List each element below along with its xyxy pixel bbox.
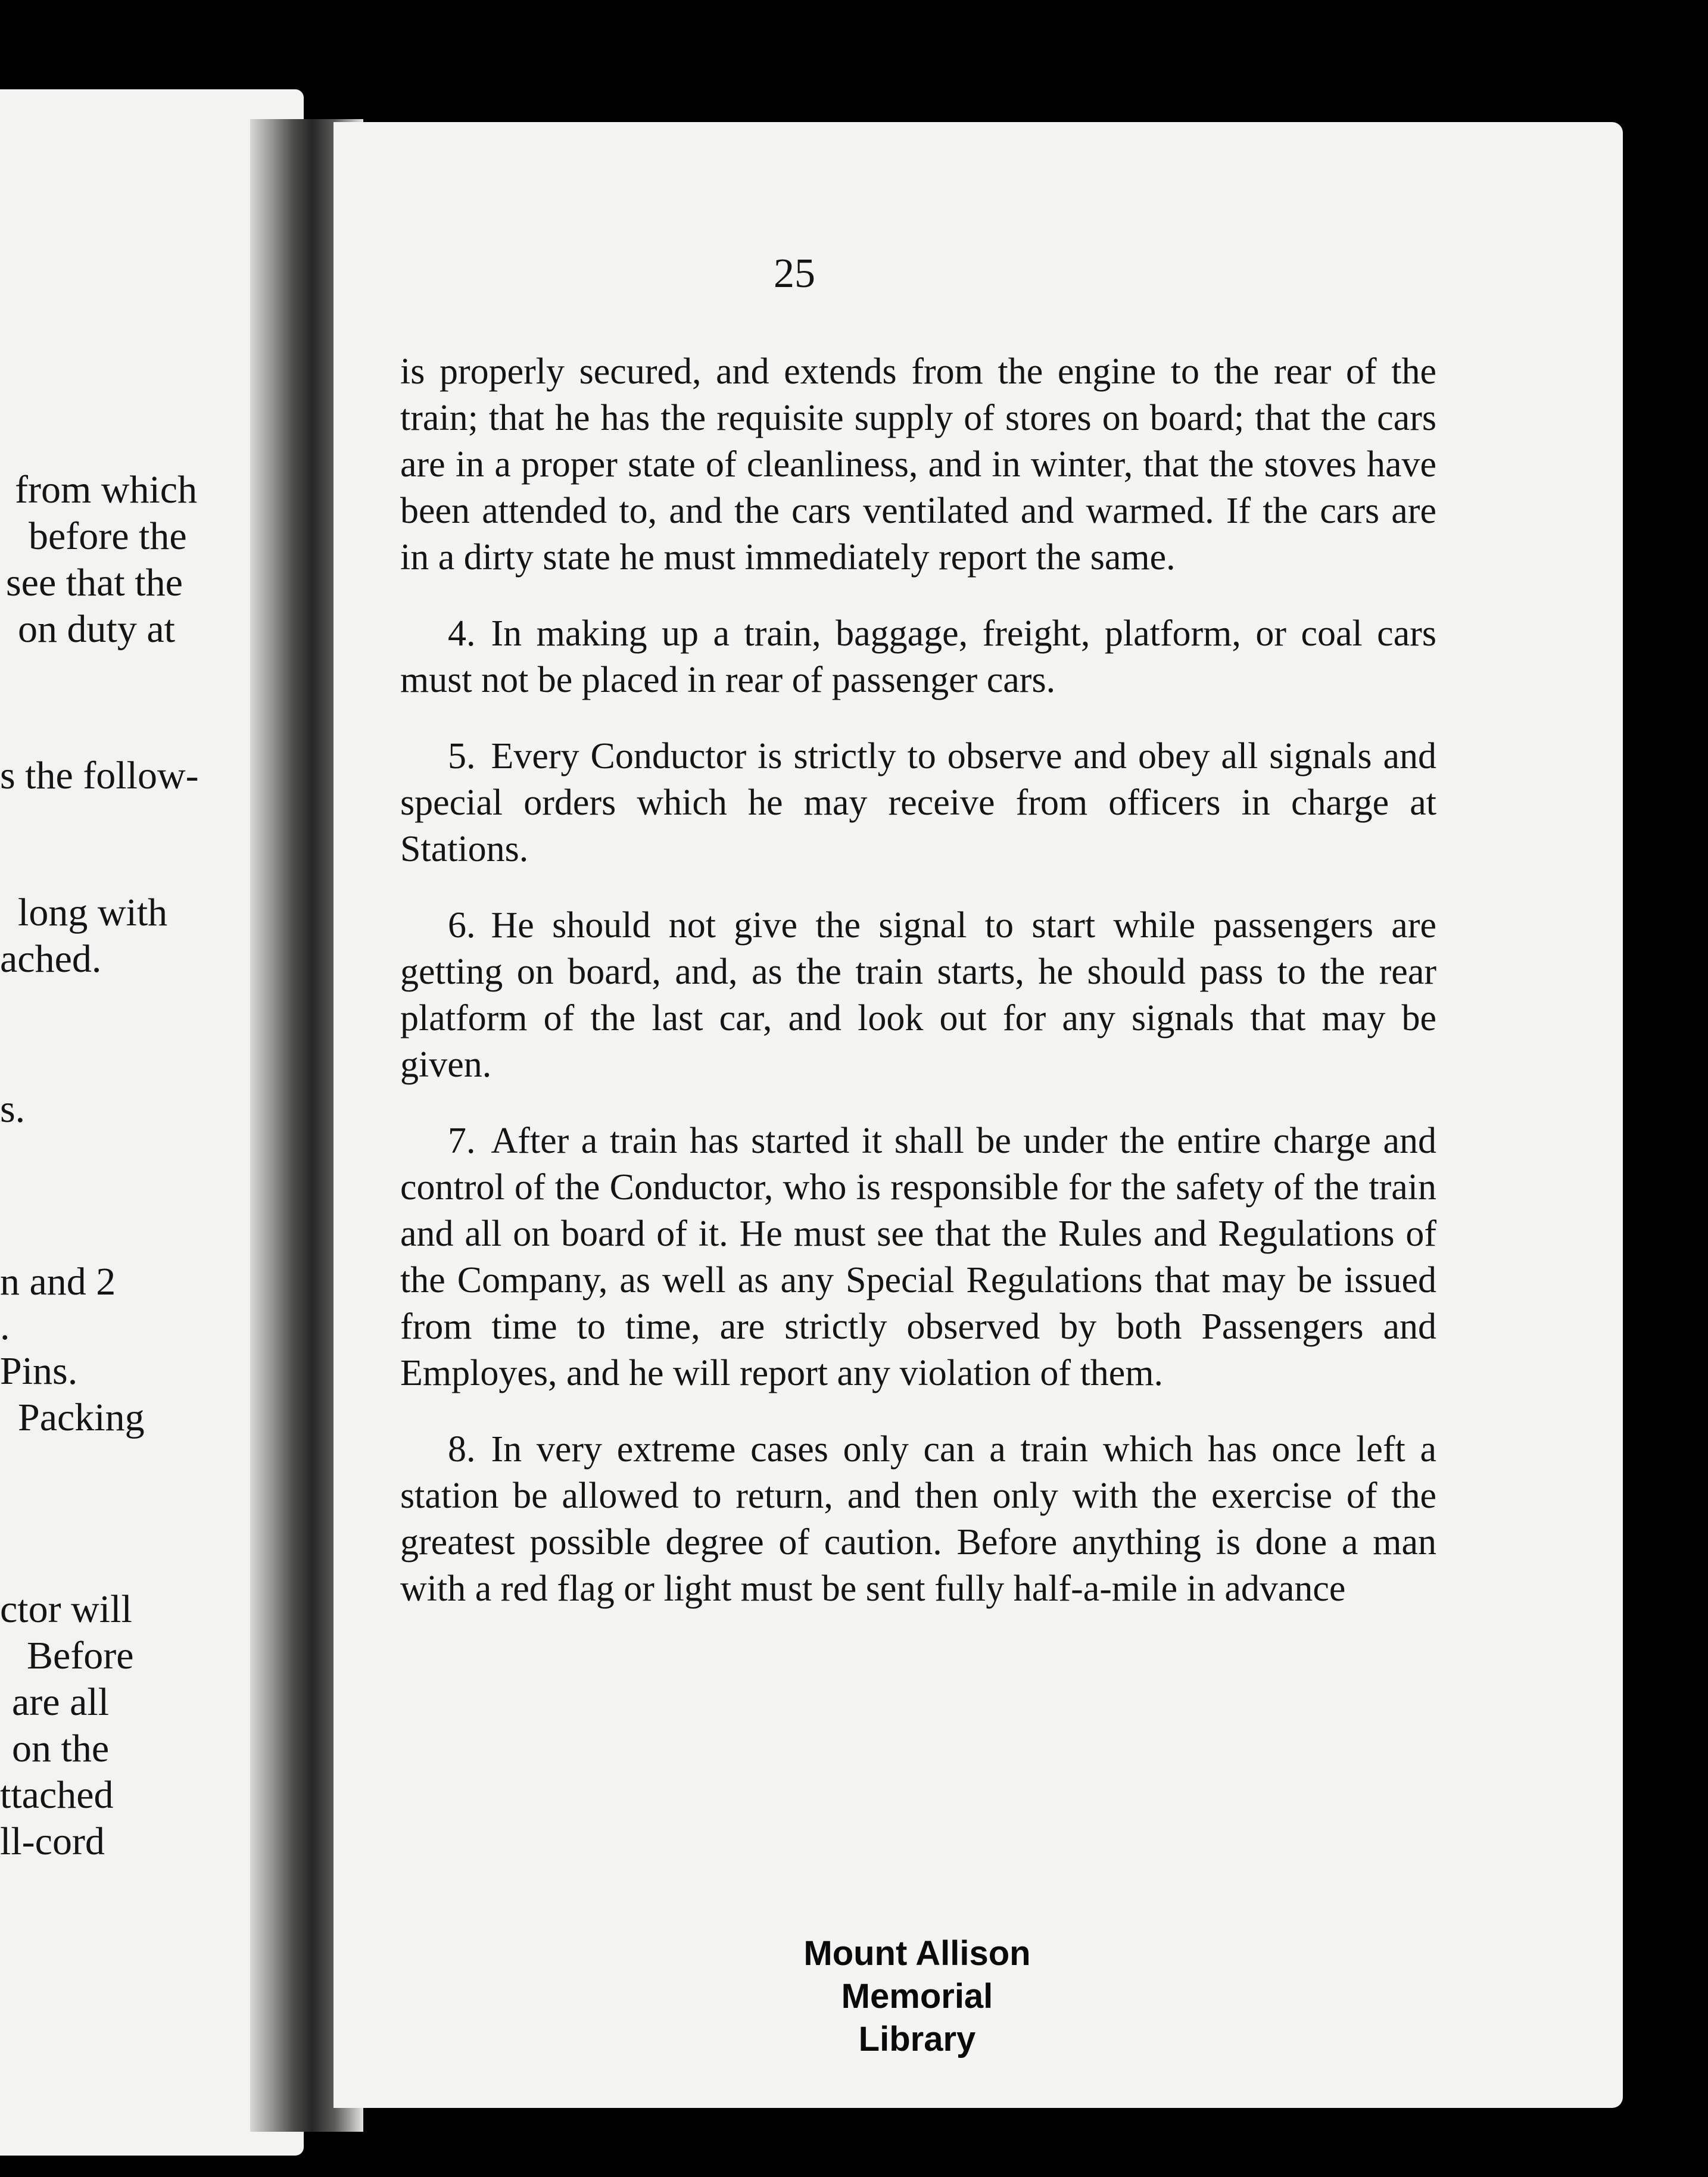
paragraph-text: Every Conductor is strictly to observe and obey all signals and special orders which he may receive from officers in charge at Stations. — [400, 736, 1436, 869]
paragraph-rule-7 — [400, 1118, 1436, 1396]
left-page-line: ll-cord — [0, 1820, 105, 1863]
left-page-line: . — [0, 1305, 10, 1348]
paragraph-text: He should not give the signal to start while passengers are getting on board, and, as the train starts, he should pass to the rear platform of the last car, and look out for any signals that may be given. — [400, 905, 1436, 1085]
left-page-line: on the — [12, 1727, 110, 1770]
left-page-line: Before — [27, 1634, 134, 1677]
paragraph-rule-6 — [400, 902, 1436, 1088]
paragraph-rule-5 — [400, 733, 1436, 872]
paragraph-number: 6. — [448, 905, 476, 946]
paragraph-number: 7. — [448, 1121, 476, 1161]
left-page-line: on duty at — [18, 607, 175, 651]
left-page-line: s. — [0, 1087, 26, 1131]
left-page-line: long with — [18, 891, 168, 934]
left-page-line: from which — [15, 468, 198, 511]
left-page-line: s the follow- — [0, 754, 199, 797]
paragraph-number: 5. — [448, 736, 476, 776]
left-page-line: see that the — [6, 561, 183, 604]
left-page-line: are all — [12, 1680, 110, 1724]
paragraph-number: 4. — [448, 613, 476, 654]
left-page-line: ached. — [0, 937, 102, 981]
page-text-column — [400, 348, 1436, 1612]
paragraph-continued — [400, 348, 1436, 581]
paragraph-rule-4 — [400, 610, 1436, 703]
left-page-line: Pins. — [0, 1349, 78, 1393]
library-stamp — [780, 1932, 1054, 2061]
page-number: 25 — [774, 251, 815, 297]
stamp-line: Memorial — [841, 1977, 993, 2016]
paragraph-text: In making up a train, baggage, freight, platform, or coal cars must not be placed in rear of passenger cars. — [400, 613, 1436, 700]
left-page-line: n and 2 — [0, 1260, 116, 1303]
left-page-line: ttached — [0, 1773, 114, 1817]
left-page-line: ctor will — [0, 1587, 132, 1631]
stamp-line: Mount Allison — [803, 1934, 1031, 1973]
paragraph-text: is properly secured, and extends from the engine to the rear of the train; that he has the requisite supply of stores on board; that the cars are in a proper state of cleanliness, and in winter, that the stoves have been attended to, and the cars ventilated and warmed. If the cars are in a dirty state he must immediately report the same. — [400, 351, 1436, 578]
stamp-line: Library — [858, 2020, 976, 2059]
paragraph-rule-8 — [400, 1426, 1436, 1612]
left-page-line: before the — [29, 514, 187, 558]
paragraph-text: After a train has started it shall be under the entire charge and control of the Conductor, who is responsible for the safety of the train and all on board of it. He must see that the Rules and Regulations of the Company, as well as any Special Regulations that may be issued from time to time, are strictly observed by both Passengers and Employes, and he will report any violation of them. — [400, 1121, 1436, 1393]
paragraph-text: In very extreme cases only can a train which has once left a station be allowed to return, and then only with the exercise of the greatest possible degree of caution. Before anything is done a man with a red flag or light must be sent fully half-a-mile in advance — [400, 1429, 1436, 1609]
paragraph-number: 8. — [448, 1429, 476, 1470]
left-page-line: Packing — [18, 1396, 145, 1439]
